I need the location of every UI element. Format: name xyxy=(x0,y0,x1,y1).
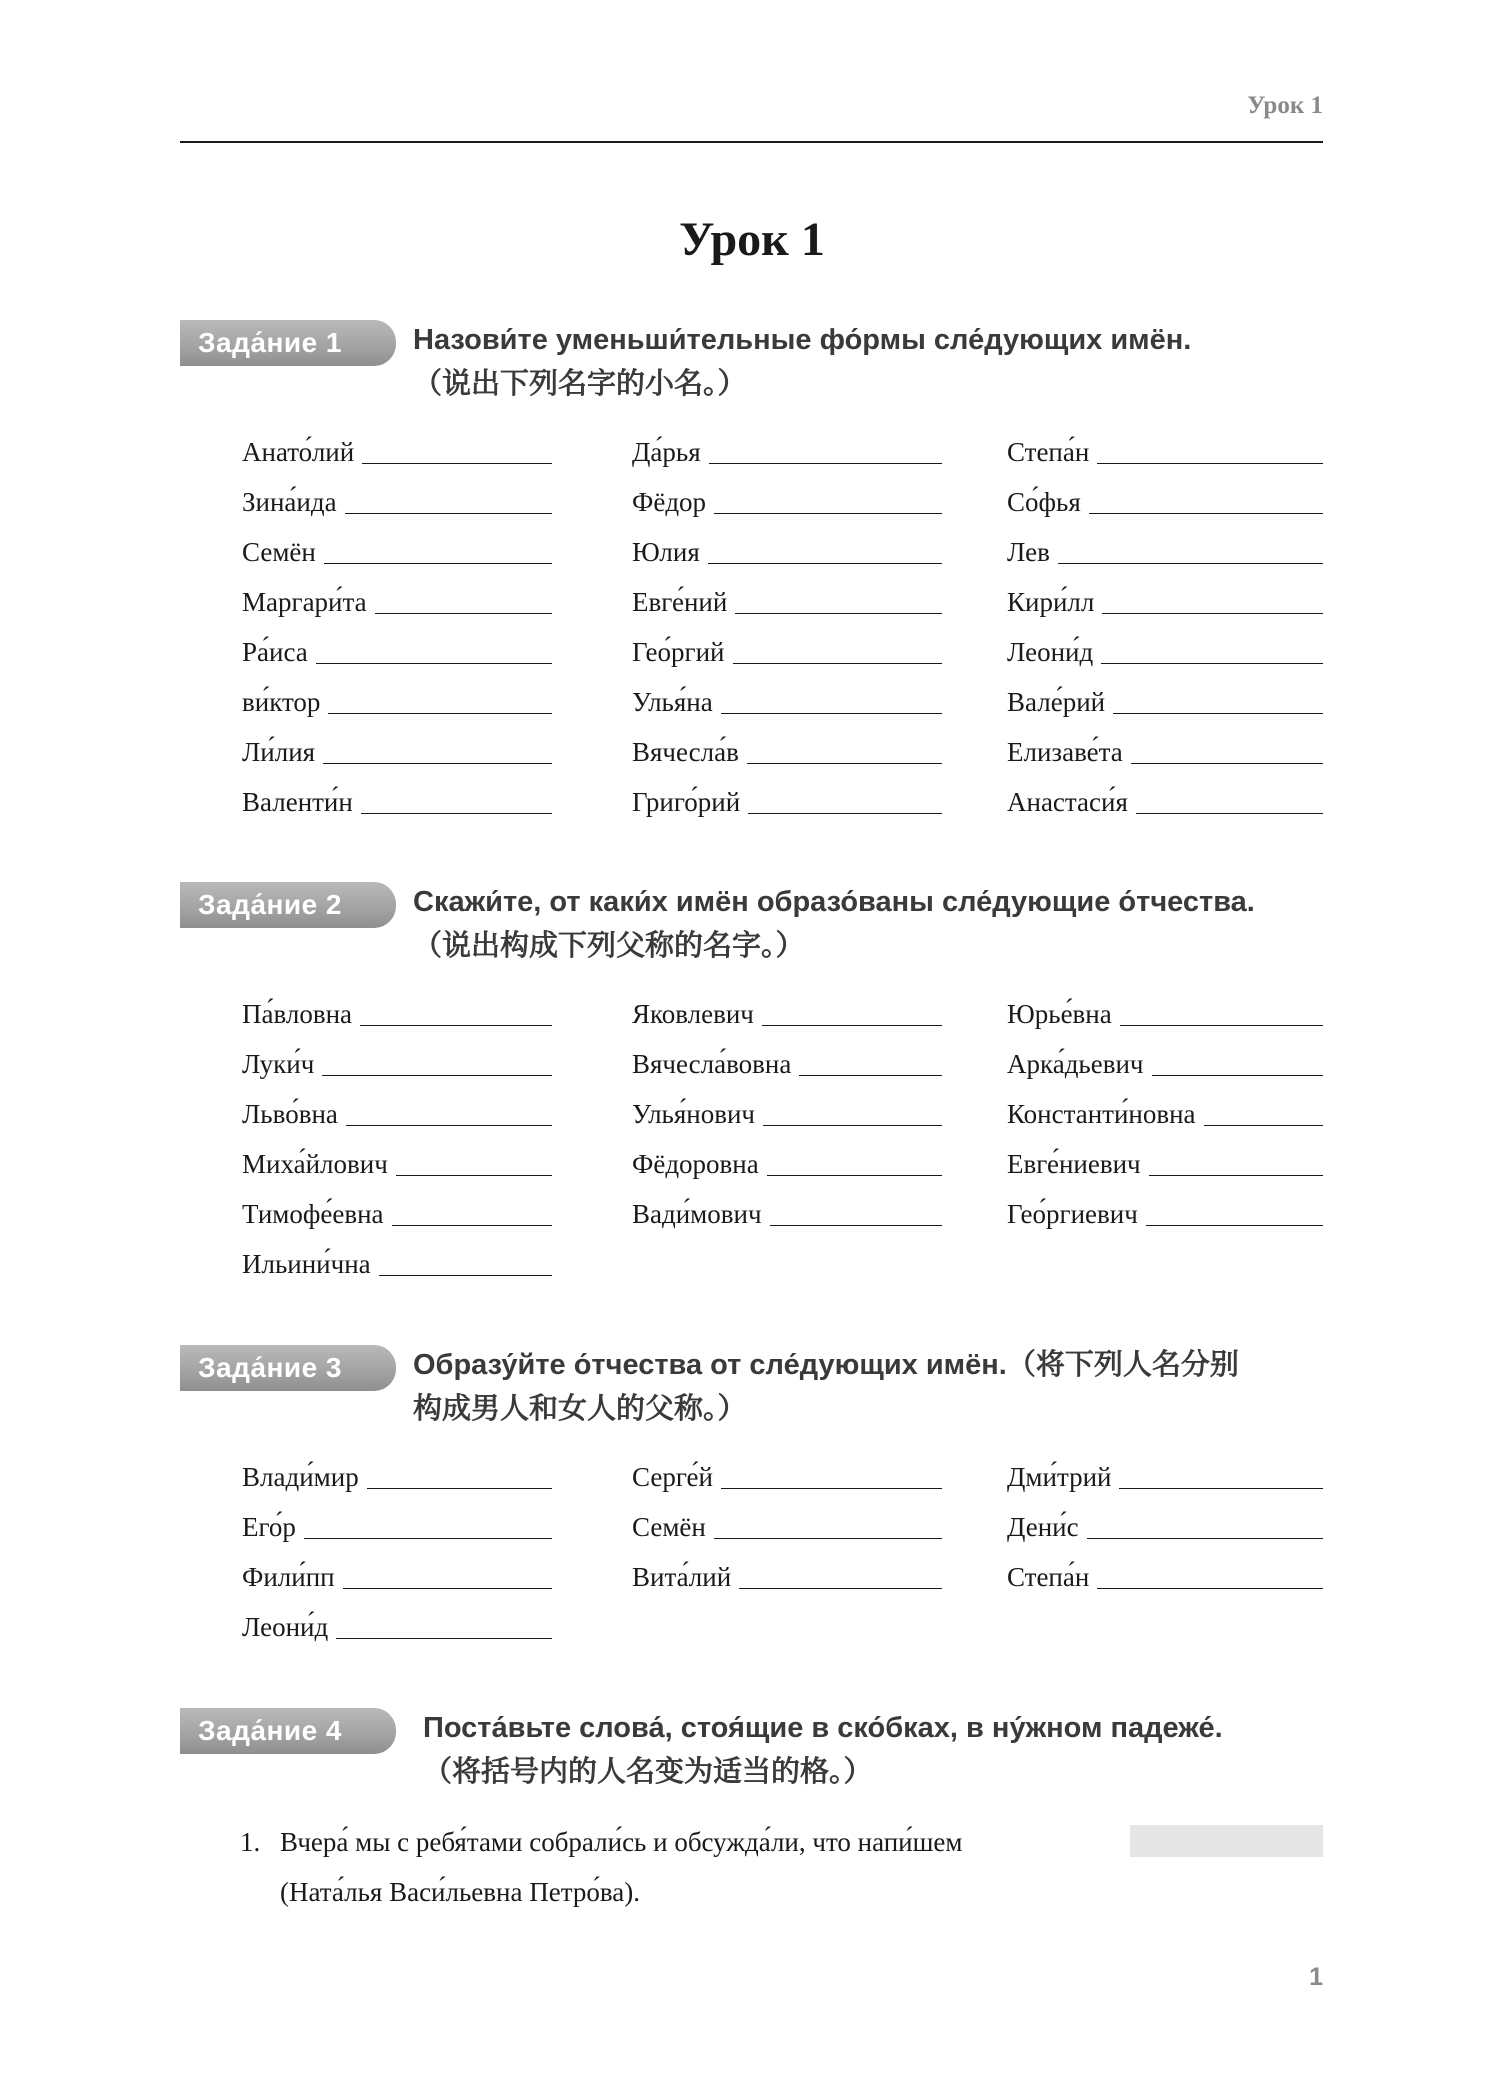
answer-blank[interactable] xyxy=(1097,1558,1323,1589)
list-item: Да́рья xyxy=(632,418,942,468)
list-item: Луки́ч xyxy=(242,1030,552,1080)
instruction-cn: 构成男人和女人的父称。） xyxy=(413,1393,747,1425)
answer-blank[interactable] xyxy=(346,1095,552,1126)
header-rule xyxy=(180,141,1323,143)
answer-blank[interactable] xyxy=(763,1095,942,1126)
answer-blank[interactable] xyxy=(379,1245,552,1276)
list-item: Фёдор xyxy=(632,468,942,518)
task-badge: Зада́ние 1 xyxy=(180,320,396,366)
exercise-line-2: (Ната́лья Васи́льевна Петро́ва). xyxy=(280,1877,640,1907)
answer-blank[interactable] xyxy=(392,1195,553,1226)
list-item: Фили́пп xyxy=(242,1543,552,1593)
answer-blank[interactable] xyxy=(1136,783,1323,814)
answer-blank[interactable] xyxy=(375,583,552,614)
answer-blank[interactable] xyxy=(767,1145,942,1176)
list-item: Фёдоровна xyxy=(632,1130,942,1180)
instruction-ru: Скажи́те, от каки́х имён образо́ваны сле́дующие о́тчества. xyxy=(413,886,1255,918)
answer-blank[interactable] xyxy=(1113,683,1323,714)
exercise-text: Вчера́ мы с ребя́тами собрали́сь и обсужда́ли, что напи́шем xyxy=(280,1827,963,1857)
task-4 xyxy=(180,1706,1323,1796)
task-instruction xyxy=(423,1706,1323,1794)
list-item: Улья́нович xyxy=(632,1080,942,1130)
instruction-ru: Назови́те уменьши́тельные фо́рмы сле́дующих имён. xyxy=(413,324,1192,356)
list-item: Кири́лл xyxy=(1007,568,1323,618)
list-item: Вячесла́вовна xyxy=(632,1030,942,1080)
answer-blank[interactable] xyxy=(748,783,942,814)
list-item: Евге́ний xyxy=(632,568,942,618)
answer-blank[interactable] xyxy=(714,483,942,514)
answer-blank[interactable] xyxy=(360,995,552,1026)
instruction-cn: （说出下列名字的小名。） xyxy=(413,368,747,400)
answer-blank[interactable] xyxy=(1204,1095,1323,1126)
answer-blank[interactable] xyxy=(316,633,552,664)
list-item: Со́фья xyxy=(1007,468,1323,518)
answer-blank[interactable] xyxy=(1119,1458,1323,1489)
task-badge: Зада́ние 3 xyxy=(180,1345,396,1391)
answer-blank[interactable] xyxy=(1097,433,1323,464)
answer-blank[interactable] xyxy=(1102,583,1323,614)
answer-blank[interactable] xyxy=(714,1508,942,1539)
list-item: Валенти́н xyxy=(242,768,552,818)
answer-blank[interactable] xyxy=(304,1508,552,1539)
list-item: Гео́ргий xyxy=(632,618,942,668)
list-item: Семён xyxy=(632,1493,942,1543)
instruction-ru: Поста́вьте слова́, стоя́щие в ско́бках, в ну́жном падеже́. xyxy=(423,1712,1223,1744)
answer-blank[interactable] xyxy=(361,783,552,814)
column-3 xyxy=(1007,1443,1323,1593)
task-instruction xyxy=(413,1343,1323,1431)
list-item: Вита́лий xyxy=(632,1543,942,1593)
list-item: Влади́мир xyxy=(242,1443,552,1493)
answer-blank[interactable] xyxy=(322,1045,552,1076)
column-2 xyxy=(632,418,942,818)
list-item: Вячесла́в xyxy=(632,718,942,768)
instruction-cn: （将括号内的人名变为适当的格。） xyxy=(423,1756,873,1788)
task-header xyxy=(180,880,1323,970)
answer-blank[interactable] xyxy=(1089,483,1323,514)
list-item: Па́вловна xyxy=(242,980,552,1030)
instruction-cn: （说出构成下列父称的名字。） xyxy=(413,930,805,962)
list-item: Дени́с xyxy=(1007,1493,1323,1543)
list-item: Миха́йлович xyxy=(242,1130,552,1180)
list-item: Юрье́вна xyxy=(1007,980,1323,1030)
task-header xyxy=(180,1706,1323,1796)
list-item: Анато́лий xyxy=(242,418,552,468)
list-item: Ильини́чна xyxy=(242,1230,552,1280)
answer-blank[interactable] xyxy=(1152,1045,1323,1076)
answer-blank[interactable] xyxy=(1058,533,1323,564)
instruction-ru: Образу́йте о́тчества от сле́дующих имён.（将下列人名分别 xyxy=(413,1349,1239,1381)
list-item: Арка́дьевич xyxy=(1007,1030,1323,1080)
answer-blank[interactable] xyxy=(362,433,552,464)
answer-blank[interactable] xyxy=(345,483,552,514)
task-badge: Зада́ние 2 xyxy=(180,882,396,928)
answer-blank[interactable] xyxy=(1146,1195,1323,1226)
task-1 xyxy=(180,318,1323,817)
column-2 xyxy=(632,1443,942,1593)
page-number: 1 xyxy=(1309,1963,1323,1991)
answer-blank[interactable] xyxy=(1101,633,1323,664)
list-item: Тимофе́евна xyxy=(242,1180,552,1230)
running-head: Урок 1 xyxy=(1247,92,1323,119)
list-item: Яковлевич xyxy=(632,980,942,1030)
list-item: Ли́лия xyxy=(242,718,552,768)
list-item: Семён xyxy=(242,518,552,568)
exercise-item-1 xyxy=(240,1817,1323,1917)
column-3 xyxy=(1007,980,1323,1230)
list-item: Степа́н xyxy=(1007,418,1323,468)
lesson-title: Урок 1 xyxy=(679,213,825,266)
answer-blank[interactable] xyxy=(336,1608,552,1639)
answer-blank[interactable] xyxy=(709,433,942,464)
list-item: Вале́рий xyxy=(1007,668,1323,718)
column-3 xyxy=(1007,418,1323,818)
answer-blank[interactable] xyxy=(1131,733,1323,764)
exercise-number: 1. xyxy=(240,1827,261,1857)
task-2 xyxy=(180,880,1323,1279)
answer-blank[interactable] xyxy=(1149,1145,1323,1176)
task-header xyxy=(180,318,1323,408)
list-item: Леони́д xyxy=(242,1593,552,1643)
answer-blank[interactable] xyxy=(721,683,942,714)
list-item: Дми́трий xyxy=(1007,1443,1323,1493)
list-item: Серге́й xyxy=(632,1443,942,1493)
answer-blank[interactable] xyxy=(735,583,942,614)
answer-blank[interactable] xyxy=(747,733,942,764)
answer-blank[interactable] xyxy=(1120,995,1323,1026)
task-badge: Зада́ние 4 xyxy=(180,1708,396,1754)
list-item: Константи́новна xyxy=(1007,1080,1323,1130)
list-item: Леони́д xyxy=(1007,618,1323,668)
list-item: Степа́н xyxy=(1007,1543,1323,1593)
answer-blank[interactable] xyxy=(324,533,552,564)
column-1 xyxy=(242,980,552,1280)
list-item: Елизаве́та xyxy=(1007,718,1323,768)
answer-box[interactable] xyxy=(1130,1825,1323,1857)
answer-blank[interactable] xyxy=(762,995,942,1026)
answer-blank[interactable] xyxy=(343,1558,552,1589)
task-3 xyxy=(180,1343,1323,1642)
list-item: Маргари́та xyxy=(242,568,552,618)
answer-blank[interactable] xyxy=(1087,1508,1323,1539)
answer-blank[interactable] xyxy=(733,633,942,664)
answer-blank[interactable] xyxy=(799,1045,942,1076)
list-item: Ра́иса xyxy=(242,618,552,668)
column-1 xyxy=(242,1443,552,1643)
task-header xyxy=(180,1343,1323,1433)
column-2 xyxy=(632,980,942,1230)
task-instruction xyxy=(413,318,1323,406)
answer-blank[interactable] xyxy=(323,733,552,764)
list-item: Евге́ниевич xyxy=(1007,1130,1323,1180)
answer-blank[interactable] xyxy=(739,1558,942,1589)
list-item: Его́р xyxy=(242,1493,552,1543)
list-item: Гео́ргиевич xyxy=(1007,1180,1323,1230)
list-item: Юлия xyxy=(632,518,942,568)
task-instruction xyxy=(413,880,1323,968)
list-item: Григо́рий xyxy=(632,768,942,818)
answer-blank[interactable] xyxy=(708,533,942,564)
answer-blank[interactable] xyxy=(396,1145,552,1176)
list-item: Вади́мович xyxy=(632,1180,942,1230)
answer-blank[interactable] xyxy=(721,1458,942,1489)
list-item: Зина́ида xyxy=(242,468,552,518)
list-item: Улья́на xyxy=(632,668,942,718)
list-item: Анастаси́я xyxy=(1007,768,1323,818)
column-1 xyxy=(242,418,552,818)
answer-blank[interactable] xyxy=(328,683,552,714)
list-item: Льво́вна xyxy=(242,1080,552,1130)
list-item: Лев xyxy=(1007,518,1323,568)
list-item: ви́ктор xyxy=(242,668,552,718)
answer-blank[interactable] xyxy=(367,1458,552,1489)
answer-blank[interactable] xyxy=(770,1195,942,1226)
